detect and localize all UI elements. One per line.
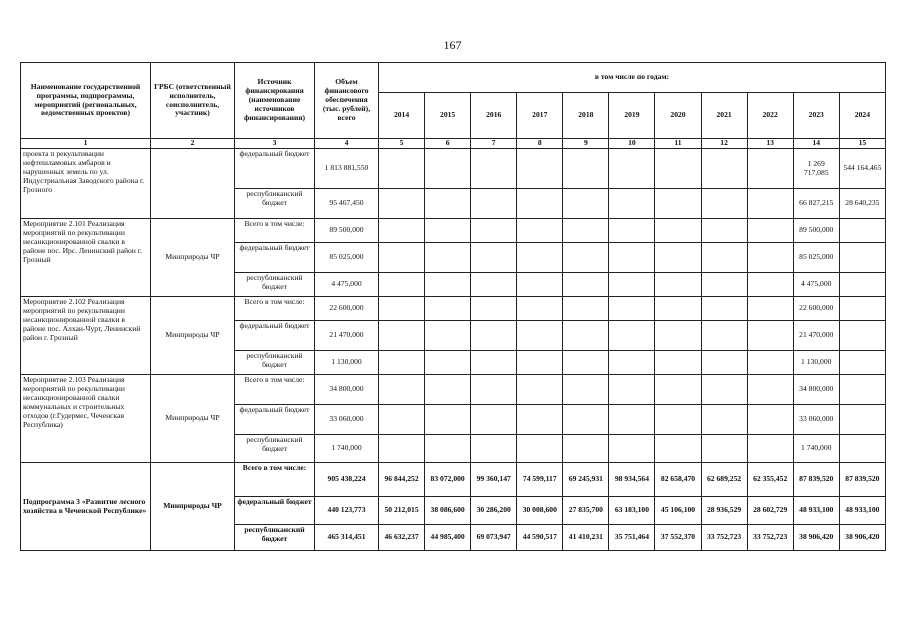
activity-name: Мероприятие 2.102 Реализация мероприятий по рекультивации несанкционированной свалки в районе пос. Алхан-Чурт, Ленинский район г. Грозный	[21, 297, 151, 375]
header-year: 2018	[563, 93, 609, 139]
table-row	[21, 149, 886, 189]
header-year: 2015	[425, 93, 471, 139]
source-cell: Всего в том числе:	[235, 219, 315, 243]
year-value-cell	[701, 321, 747, 351]
year-value-cell	[425, 321, 471, 351]
year-value-cell	[563, 405, 609, 435]
year-value-cell	[747, 297, 793, 321]
year-value-cell	[471, 219, 517, 243]
year-value-cell	[747, 351, 793, 375]
year-value-cell: 74 599,117	[517, 463, 563, 497]
year-value-cell	[517, 149, 563, 189]
year-value-cell	[747, 243, 793, 273]
year-value-cell	[425, 149, 471, 189]
year-value-cell	[701, 351, 747, 375]
source-cell: республиканский бюджет	[235, 525, 315, 551]
year-value-cell	[839, 351, 885, 375]
header-years-group: в том числе по годам:	[379, 63, 886, 93]
year-value-cell: 62 689,252	[701, 463, 747, 497]
year-value-cell: 21 470,000	[793, 321, 839, 351]
year-value-cell	[379, 297, 425, 321]
activity-name: Мероприятие 2.101 Реализация мероприятий по рекультивации несанкционированной свалки в районе пос. Ирс. Ленинский район г. Грозный	[21, 219, 151, 297]
header-year: 2020	[655, 93, 701, 139]
header-total: Объем финансового обеспечения (тыс. рублей), всего	[315, 63, 379, 139]
year-value-cell: 33 752,723	[701, 525, 747, 551]
year-value-cell	[471, 321, 517, 351]
year-value-cell	[471, 243, 517, 273]
year-value-cell	[747, 435, 793, 463]
table-row	[21, 375, 886, 405]
year-value-cell	[471, 189, 517, 219]
source-cell: Всего в том числе:	[235, 463, 315, 497]
year-value-cell: 83 072,000	[425, 463, 471, 497]
year-value-cell	[609, 149, 655, 189]
year-value-cell: 37 552,370	[655, 525, 701, 551]
year-value-cell	[655, 297, 701, 321]
year-value-cell	[655, 405, 701, 435]
year-value-cell	[471, 273, 517, 297]
year-value-cell	[379, 219, 425, 243]
year-value-cell	[425, 405, 471, 435]
source-cell: Всего в том числе:	[235, 297, 315, 321]
year-value-cell	[563, 297, 609, 321]
total-cell: 95 467,450	[315, 189, 379, 219]
year-value-cell: 89 500,000	[793, 219, 839, 243]
year-value-cell: 62 355,452	[747, 463, 793, 497]
year-value-cell: 48 933,100	[793, 497, 839, 525]
year-value-cell	[655, 219, 701, 243]
activity-name: Подпрограмма 3 «Развитие лесного хозяйства в Чеченской Республике»	[21, 463, 151, 551]
column-number: 4	[315, 139, 379, 149]
year-value-cell	[379, 375, 425, 405]
year-value-cell	[471, 405, 517, 435]
column-number: 5	[379, 139, 425, 149]
year-value-cell	[747, 149, 793, 189]
year-value-cell: 1 740,000	[793, 435, 839, 463]
source-cell: федеральный бюджет	[235, 149, 315, 189]
year-value-cell: 45 106,100	[655, 497, 701, 525]
year-value-cell: 38 906,420	[793, 525, 839, 551]
header-year: 2019	[609, 93, 655, 139]
year-value-cell	[839, 297, 885, 321]
column-number: 15	[839, 139, 885, 149]
year-value-cell	[563, 351, 609, 375]
year-value-cell	[425, 243, 471, 273]
header-name: Наименование государственной программы, подпрограммы, мероприятий (региональных, ведомственных проектов)	[21, 63, 151, 139]
year-value-cell	[747, 375, 793, 405]
year-value-cell	[609, 219, 655, 243]
year-value-cell	[839, 243, 885, 273]
year-value-cell	[701, 273, 747, 297]
year-value-cell: 33 752,723	[747, 525, 793, 551]
total-cell: 905 438,224	[315, 463, 379, 497]
year-value-cell: 50 212,015	[379, 497, 425, 525]
year-value-cell	[655, 375, 701, 405]
year-value-cell: 27 835,700	[563, 497, 609, 525]
year-value-cell: 41 410,231	[563, 525, 609, 551]
year-value-cell	[563, 435, 609, 463]
year-value-cell	[747, 273, 793, 297]
year-value-cell: 99 360,147	[471, 463, 517, 497]
source-cell: республиканский бюджет	[235, 189, 315, 219]
total-cell: 33 060,000	[315, 405, 379, 435]
column-number: 12	[701, 139, 747, 149]
total-cell: 440 123,773	[315, 497, 379, 525]
year-value-cell: 46 632,237	[379, 525, 425, 551]
financing-table	[20, 62, 886, 551]
year-value-cell	[517, 189, 563, 219]
year-value-cell: 4 475,000	[793, 273, 839, 297]
year-value-cell: 85 025,000	[793, 243, 839, 273]
year-value-cell	[655, 273, 701, 297]
source-cell: федеральный бюджет	[235, 405, 315, 435]
source-cell: федеральный бюджет	[235, 497, 315, 525]
year-value-cell	[471, 435, 517, 463]
year-value-cell: 98 934,564	[609, 463, 655, 497]
column-number: 14	[793, 139, 839, 149]
year-value-cell	[609, 405, 655, 435]
grbs-cell: Минприроды ЧР	[151, 463, 235, 551]
header-year: 2021	[701, 93, 747, 139]
header-year: 2023	[793, 93, 839, 139]
column-number: 3	[235, 139, 315, 149]
year-value-cell	[425, 435, 471, 463]
source-cell: федеральный бюджет	[235, 321, 315, 351]
year-value-cell	[425, 351, 471, 375]
year-value-cell: 1 130,000	[793, 351, 839, 375]
year-value-cell: 44 985,400	[425, 525, 471, 551]
year-value-cell	[701, 149, 747, 189]
year-value-cell: 544 164,465	[839, 149, 885, 189]
header-year: 2017	[517, 93, 563, 139]
year-value-cell	[609, 243, 655, 273]
year-value-cell: 44 590,517	[517, 525, 563, 551]
year-value-cell	[701, 375, 747, 405]
year-value-cell	[471, 351, 517, 375]
year-value-cell: 34 800,000	[793, 375, 839, 405]
year-value-cell	[655, 351, 701, 375]
total-cell: 1 813 881,550	[315, 149, 379, 189]
year-value-cell	[609, 321, 655, 351]
header-grbs: ГРБС (ответственный исполнитель, соисполнитель, участник)	[151, 63, 235, 139]
year-value-cell: 30 286,200	[471, 497, 517, 525]
total-cell: 89 500,000	[315, 219, 379, 243]
year-value-cell	[839, 321, 885, 351]
total-cell: 34 800,000	[315, 375, 379, 405]
year-value-cell: 1 269 717,085	[793, 149, 839, 189]
total-cell: 21 470,000	[315, 321, 379, 351]
year-value-cell	[425, 273, 471, 297]
source-cell: Всего в том числе:	[235, 375, 315, 405]
column-number: 13	[747, 139, 793, 149]
year-value-cell	[517, 243, 563, 273]
year-value-cell	[839, 375, 885, 405]
year-value-cell	[471, 149, 517, 189]
total-cell: 465 314,451	[315, 525, 379, 551]
year-value-cell	[747, 321, 793, 351]
year-value-cell	[517, 219, 563, 243]
year-value-cell	[425, 219, 471, 243]
year-value-cell	[517, 375, 563, 405]
table-row	[21, 463, 886, 497]
year-value-cell: 87 839,520	[839, 463, 885, 497]
year-value-cell	[517, 321, 563, 351]
year-value-cell	[425, 189, 471, 219]
year-value-cell: 66 827,215	[793, 189, 839, 219]
year-value-cell	[379, 189, 425, 219]
year-value-cell	[655, 243, 701, 273]
header-year: 2016	[471, 93, 517, 139]
header-year: 2022	[747, 93, 793, 139]
year-value-cell	[379, 243, 425, 273]
total-cell: 85 025,000	[315, 243, 379, 273]
year-value-cell: 30 008,600	[517, 497, 563, 525]
source-cell: республиканский бюджет	[235, 435, 315, 463]
year-value-cell: 69 245,931	[563, 463, 609, 497]
year-value-cell	[609, 435, 655, 463]
year-value-cell	[517, 273, 563, 297]
total-cell: 1 130,000	[315, 351, 379, 375]
year-value-cell	[609, 375, 655, 405]
year-value-cell	[563, 189, 609, 219]
year-value-cell	[379, 435, 425, 463]
year-value-cell: 82 658,470	[655, 463, 701, 497]
year-value-cell	[839, 405, 885, 435]
year-value-cell	[701, 243, 747, 273]
year-value-cell	[517, 435, 563, 463]
page-number: 167	[443, 38, 462, 52]
year-value-cell: 28 602,729	[747, 497, 793, 525]
year-value-cell	[425, 375, 471, 405]
year-value-cell	[563, 273, 609, 297]
year-value-cell	[563, 243, 609, 273]
year-value-cell	[563, 219, 609, 243]
source-cell: республиканский бюджет	[235, 273, 315, 297]
year-value-cell	[839, 273, 885, 297]
year-value-cell	[839, 219, 885, 243]
year-value-cell	[471, 297, 517, 321]
year-value-cell	[563, 321, 609, 351]
grbs-cell: Минприроды ЧР	[151, 219, 235, 297]
year-value-cell: 69 073,947	[471, 525, 517, 551]
year-value-cell	[379, 351, 425, 375]
year-value-cell	[517, 405, 563, 435]
year-value-cell	[655, 321, 701, 351]
grbs-cell: Минприроды ЧР	[151, 297, 235, 375]
column-number: 9	[563, 139, 609, 149]
activity-name: проекта п рекультивации нефтешламовых амбаров и нарушенных земель по ул. Индустриальная Заводского района г. Грозного	[21, 149, 151, 219]
year-value-cell	[655, 189, 701, 219]
table-row	[21, 219, 886, 243]
year-value-cell	[563, 375, 609, 405]
year-value-cell: 35 751,464	[609, 525, 655, 551]
year-value-cell	[379, 321, 425, 351]
year-value-cell: 48 933,100	[839, 497, 885, 525]
year-value-cell	[701, 435, 747, 463]
year-value-cell	[701, 219, 747, 243]
year-value-cell	[609, 189, 655, 219]
year-value-cell	[839, 435, 885, 463]
column-number: 6	[425, 139, 471, 149]
year-value-cell: 28 936,529	[701, 497, 747, 525]
year-value-cell	[379, 273, 425, 297]
year-value-cell: 38 906,420	[839, 525, 885, 551]
header-year: 2024	[839, 93, 885, 139]
column-number: 7	[471, 139, 517, 149]
grbs-cell: Минприроды ЧР	[151, 375, 235, 463]
column-number: 10	[609, 139, 655, 149]
year-value-cell: 96 844,252	[379, 463, 425, 497]
year-value-cell	[517, 297, 563, 321]
year-value-cell	[379, 405, 425, 435]
grbs-cell	[151, 149, 235, 219]
year-value-cell	[563, 149, 609, 189]
year-value-cell	[747, 219, 793, 243]
year-value-cell: 28 640,235	[839, 189, 885, 219]
year-value-cell	[609, 273, 655, 297]
year-value-cell: 33 060,000	[793, 405, 839, 435]
year-value-cell	[747, 189, 793, 219]
total-cell: 4 475,000	[315, 273, 379, 297]
table-row	[21, 297, 886, 321]
header-source: Источник финансирования (наименование источников финансирования)	[235, 63, 315, 139]
year-value-cell: 38 086,600	[425, 497, 471, 525]
column-number: 1	[21, 139, 151, 149]
year-value-cell	[609, 297, 655, 321]
total-cell: 22 600,000	[315, 297, 379, 321]
year-value-cell	[609, 351, 655, 375]
year-value-cell: 22 600,000	[793, 297, 839, 321]
year-value-cell: 87 839,520	[793, 463, 839, 497]
activity-name: Мероприятие 2.103 Реализация мероприятий по рекультивации несанкционированной свалки коммунальных и строительных отходов (г.Гудермес, Чеченская Республика)	[21, 375, 151, 463]
source-cell: республиканский бюджет	[235, 351, 315, 375]
year-value-cell	[425, 297, 471, 321]
year-value-cell	[655, 149, 701, 189]
year-value-cell	[701, 189, 747, 219]
year-value-cell	[701, 297, 747, 321]
column-number: 11	[655, 139, 701, 149]
header-year: 2014	[379, 93, 425, 139]
column-number: 8	[517, 139, 563, 149]
year-value-cell	[517, 351, 563, 375]
year-value-cell: 63 183,100	[609, 497, 655, 525]
year-value-cell	[471, 375, 517, 405]
year-value-cell	[701, 405, 747, 435]
year-value-cell	[747, 405, 793, 435]
year-value-cell	[655, 435, 701, 463]
column-number: 2	[151, 139, 235, 149]
year-value-cell	[379, 149, 425, 189]
total-cell: 1 740,000	[315, 435, 379, 463]
source-cell: федеральный бюджет	[235, 243, 315, 273]
